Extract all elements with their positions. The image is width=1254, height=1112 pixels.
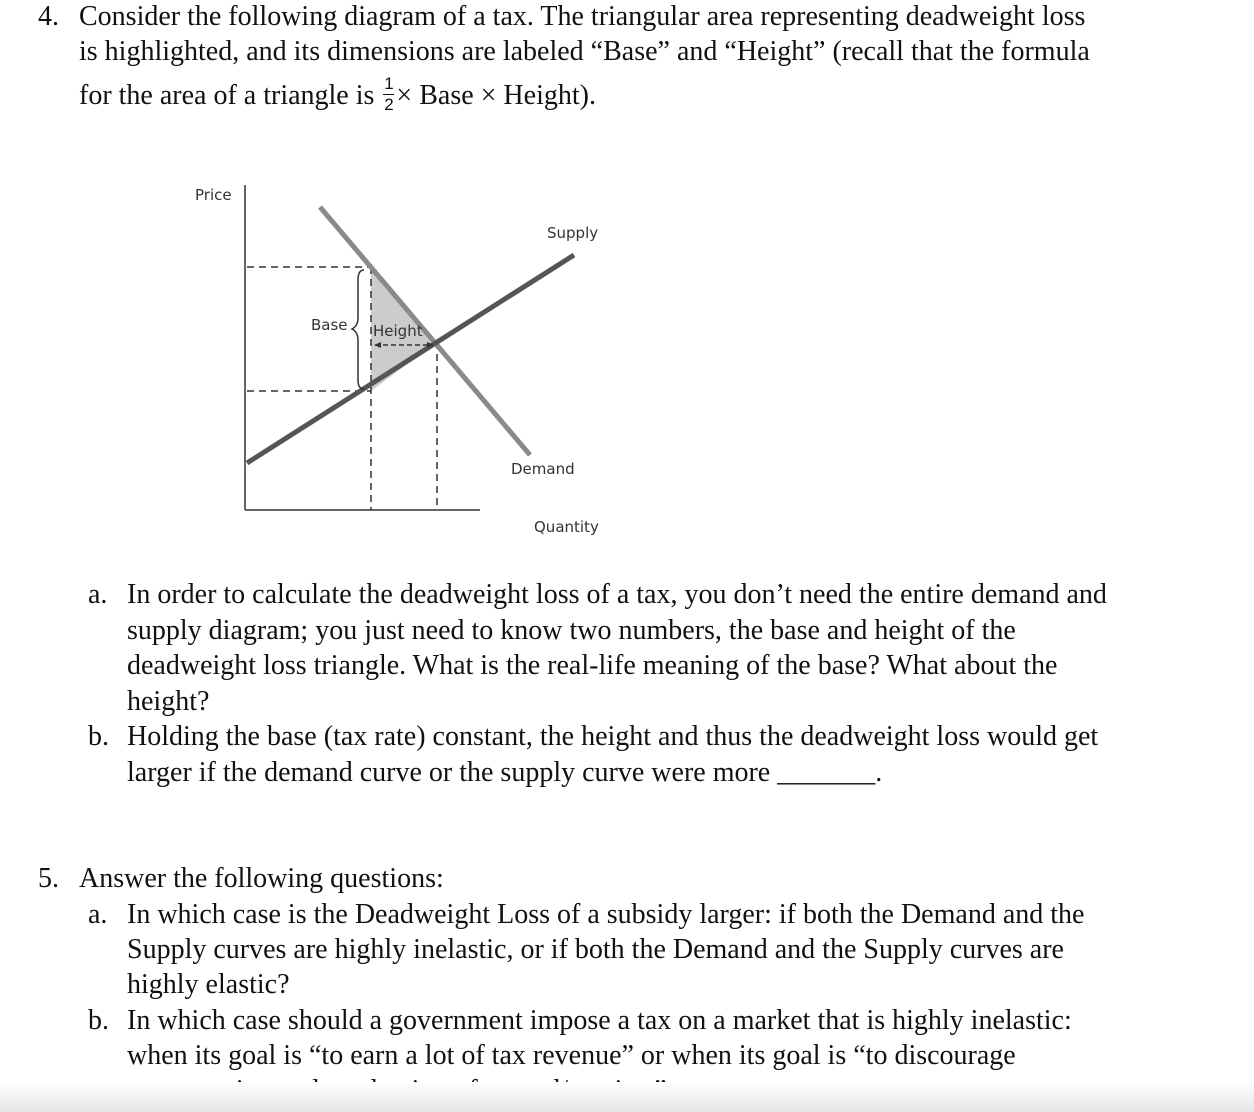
question-4a-marker: a. [88, 579, 108, 610]
question-4a-line-2: supply diagram; you just need to know two numbers, the base and height of the [127, 615, 1016, 646]
base-bracket [352, 270, 364, 389]
question-5-intro: Answer the following questions: [79, 863, 444, 894]
question-5-number: 5. [38, 863, 59, 894]
formula-lead-text: for the area of a triangle is [79, 79, 375, 111]
question-5a-line-3: highly elastic? [127, 969, 290, 1000]
bottom-edge-shadow [0, 1082, 1254, 1112]
price-axis-label: Price [195, 186, 232, 204]
supply-label: Supply [547, 224, 599, 242]
question-4b-line-2 [127, 756, 882, 790]
question-4b-marker: b. [88, 721, 109, 752]
question-5a-marker: a. [88, 899, 108, 930]
demand-curve [320, 207, 530, 455]
question-4a-line-1: In order to calculate the deadweight loss of a tax, you don’t need the entire demand and [127, 579, 1107, 610]
question-4-intro-line-2: is highlighted, and its dimensions are labeled “Base” and “Height” (recall that the formula [79, 36, 1090, 67]
quantity-axis-label: Quantity [534, 518, 599, 536]
formula-tail-text: × Base × Height). [396, 79, 596, 111]
question-5b-line-1: In which case should a government impose a tax on a market that is highly inelastic: [127, 1005, 1072, 1036]
question-5a-line-2: Supply curves are highly inelastic, or if both the Demand and the Supply curves are [127, 934, 1064, 965]
height-label: Height [373, 322, 423, 340]
base-label: Base [311, 316, 348, 334]
answer-blank[interactable]: _______. [777, 757, 883, 788]
fraction-denominator: 2 [384, 95, 394, 114]
tax-deadweight-loss-diagram [180, 170, 630, 550]
question-4-number: 4. [38, 1, 59, 32]
supply-curve [247, 255, 574, 463]
question-4-intro-line-1: Consider the following diagram of a tax. The triangular area representing deadweight loss [79, 1, 1086, 32]
fraction-numerator: 1 [384, 74, 394, 93]
question-5b-line-2: when its goal is “to earn a lot of tax revenue” or when its goal is “to discourage [127, 1040, 1016, 1071]
demand-label: Demand [511, 460, 575, 478]
question-4b-line-2-text: larger if the demand curve or the supply curve were more [127, 757, 771, 788]
question-4b-line-1: Holding the base (tax rate) constant, the height and thus the deadweight loss would get [127, 721, 1099, 752]
question-4a-line-4: height? [127, 686, 210, 717]
question-5b-marker: b. [88, 1005, 109, 1036]
question-4a-line-3: deadweight loss triangle. What is the real-life meaning of the base? What about the [127, 650, 1058, 681]
question-5a-line-1: In which case is the Deadweight Loss of a subsidy larger: if both the Demand and the [127, 899, 1085, 930]
one-half-fraction [383, 75, 394, 114]
question-4-intro-line-3 [79, 74, 596, 117]
